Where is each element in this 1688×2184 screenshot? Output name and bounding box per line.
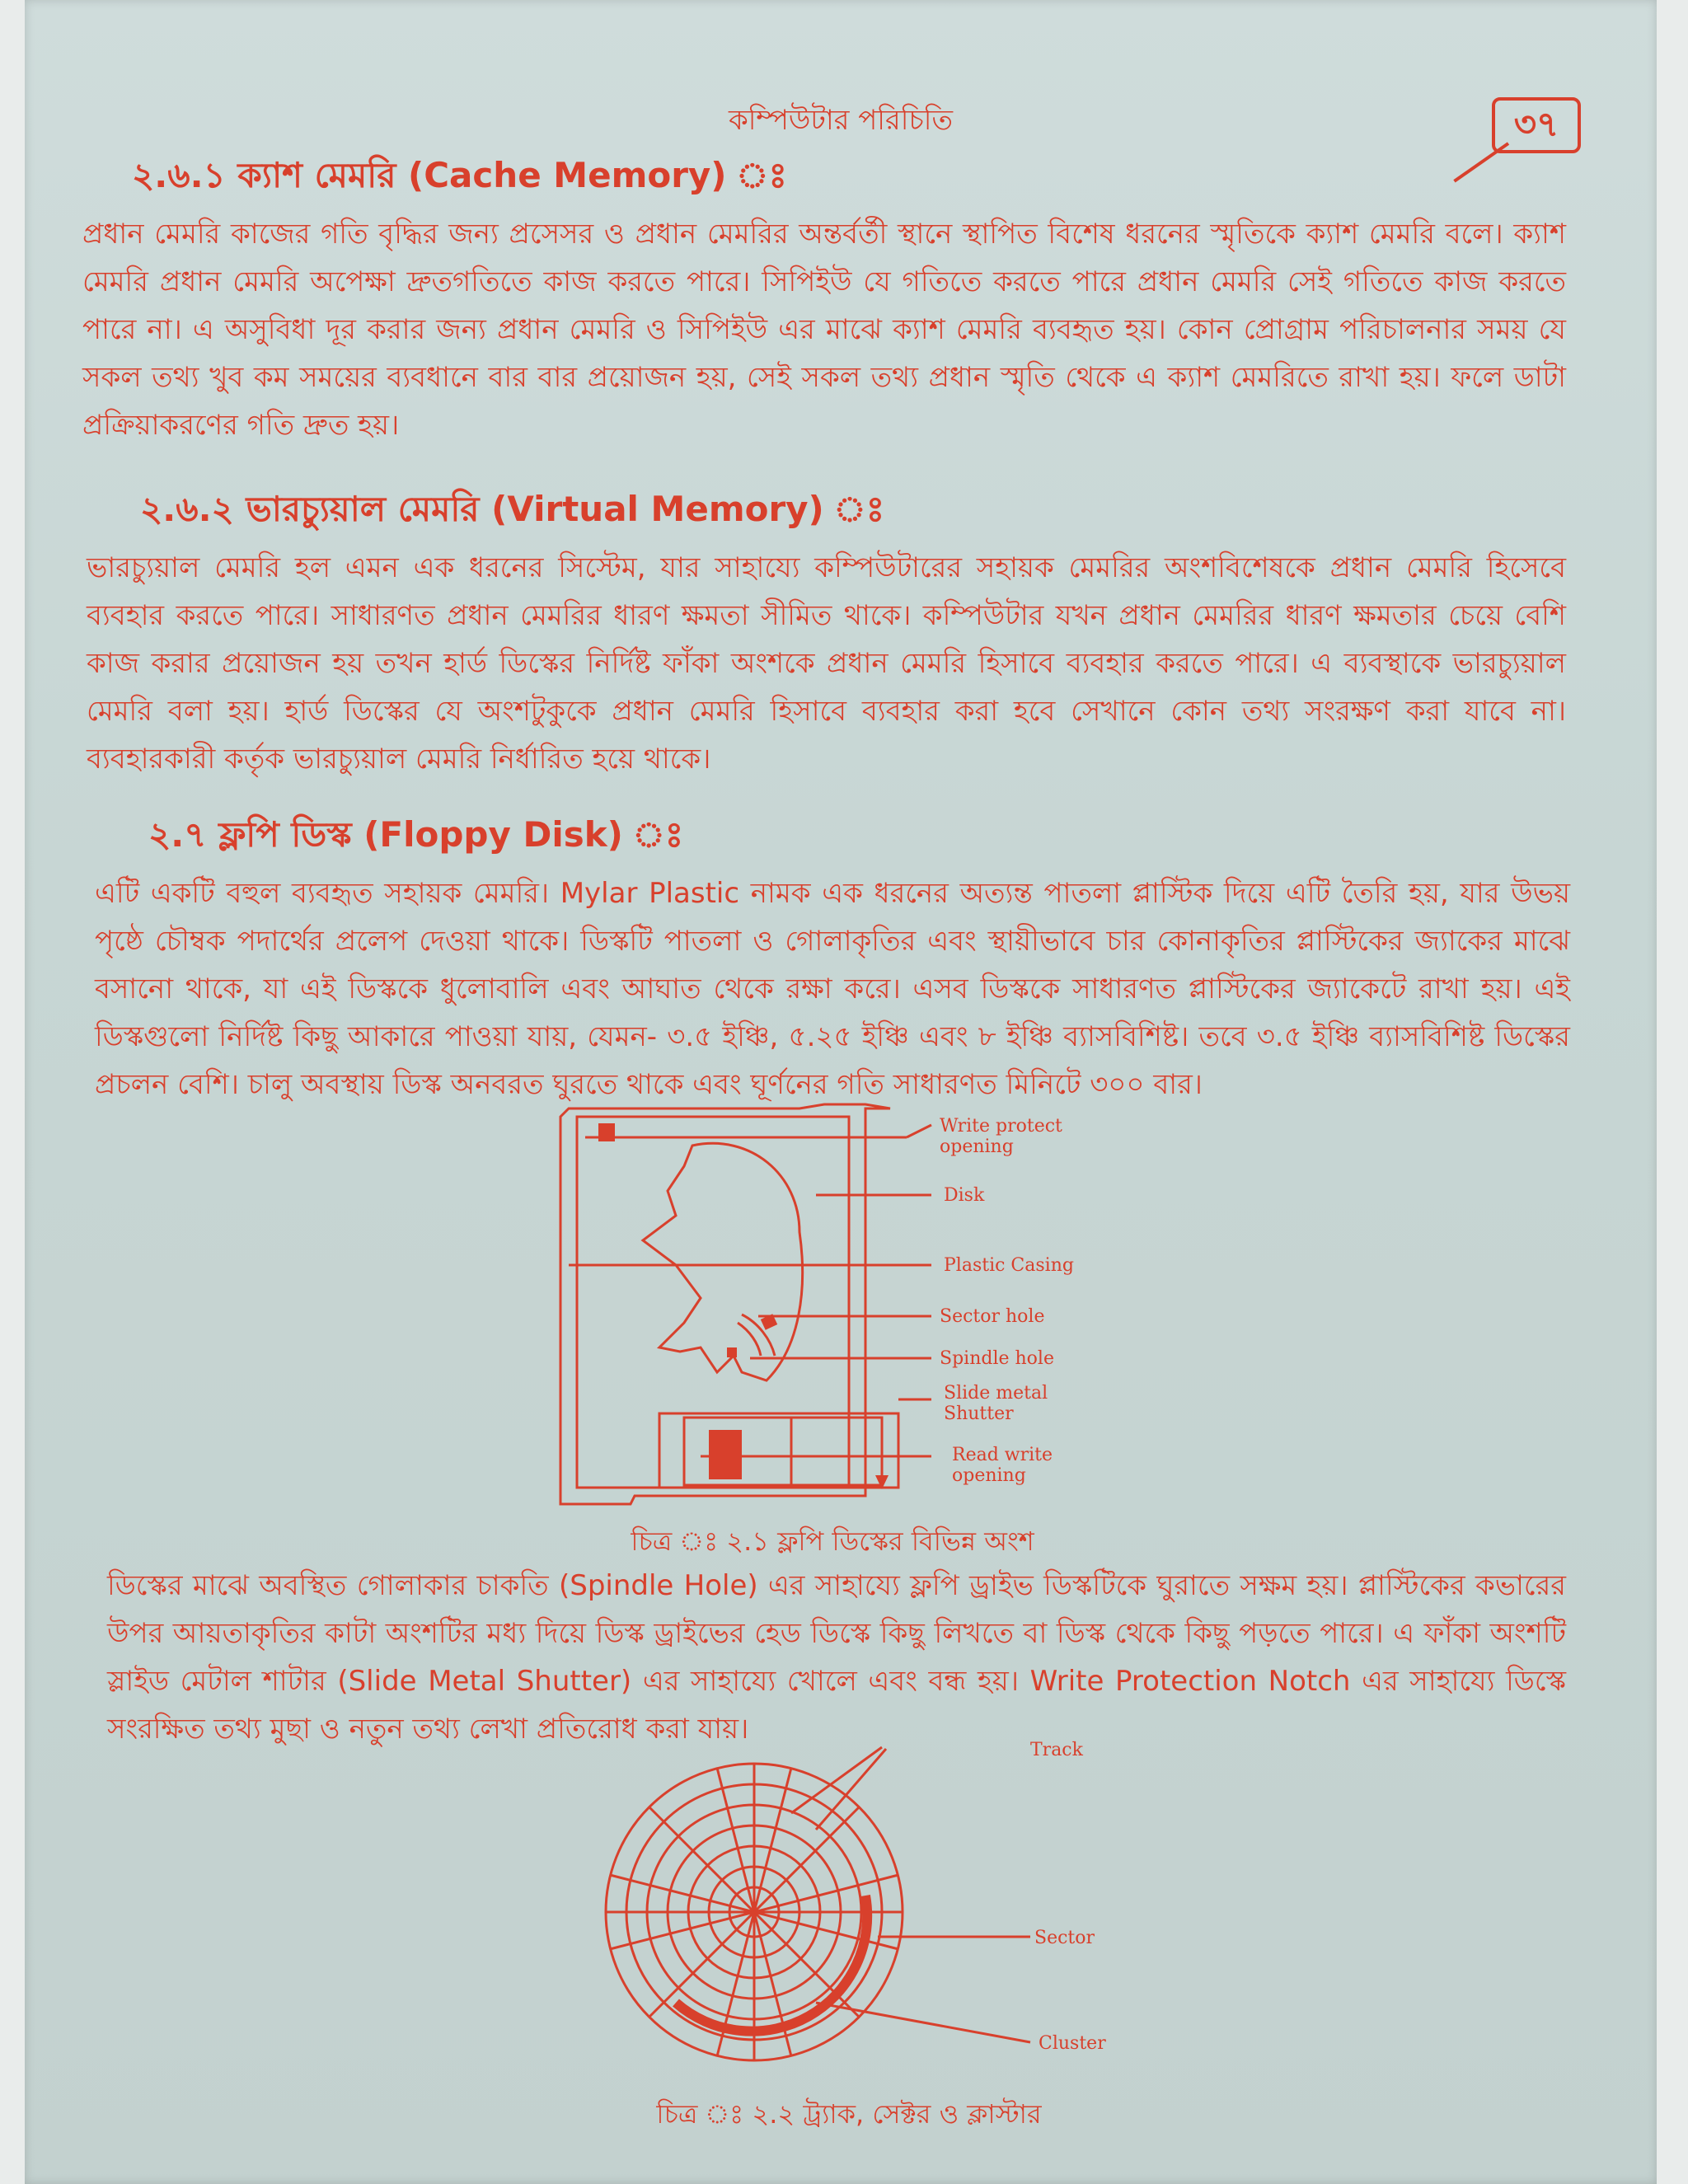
leader-track-1 xyxy=(791,1747,882,1813)
figure2-caption: চিত্র ঃ ২.২ ট্র্যাক, সেক্টর ও ক্লাস্টার xyxy=(656,2098,1042,2130)
heading-floppy-disk: ২.৭ ফ্লপি ডিস্ক (Floppy Disk) ঃ xyxy=(148,814,684,855)
leader-track-2 xyxy=(816,1749,886,1830)
label-track: Track xyxy=(1030,1740,1083,1760)
label-spindle-hole: Spindle hole xyxy=(940,1348,1054,1369)
paragraph-cache-memory: প্রধান মেমরি কাজের গতি বৃদ্ধির জন্য প্রসেসর ও প্রধান মেমরির অন্তর্বর্তী স্থানে স্থাপিত বিশেষ ধরনের স্মৃতিকে ক্যাশ মেমরি বলে। ক্যাশ মেমরি প্রধান মেমরি অপেক্ষা দ্রুতগতিতে কাজ করতে পারে। সিপিইউ যে গতিতে করতে পারে প্রধান মেমরি সেই গতিতে কাজ করতে পারে না। এ অসুবিধা দূর করার জন্য প্রধান মেমরি ও সিপিইউ এর মাঝে ক্যাশ মেমরি ব্যবহৃত হয়। কোন প্রোগ্রাম পরিচালনার সময় যে সকল তথ্য খুব কম সময়ের ব্যবধানে বার বার প্রয়োজন হয়, সেই সকল তথ্য প্রধান স্মৃতি থেকে এ ক্যাশ মেমরিতে রাখা হয়। ফলে ডাটা প্রক্রিয়াকরণের গতি দ্রুত হয়। xyxy=(82,218,1566,442)
leader-cluster xyxy=(816,2003,1030,2042)
label-write-protect-2: opening xyxy=(940,1137,1014,1157)
write-protect-notch xyxy=(598,1123,615,1141)
label-write-protect-1: Write protect xyxy=(940,1116,1062,1137)
label-shutter-2: Shutter xyxy=(944,1404,1014,1424)
spindle-hole xyxy=(727,1347,737,1357)
paragraph-virtual-memory: ভারচ্যুয়াল মেমরি হল এমন এক ধরনের সিস্টেম, যার সাহায্যে কম্পিউটারের সহায়ক মেমরির অংশবিশেষকে প্রধান মেমরি হিসেবে ব্যবহার করতে পারে। সাধারণত প্রধান মেমরির ধারণ ক্ষমতা সীমিত থাকে। কম্পিউটার যখন প্রধান মেমরির ধারণ ক্ষমতার চেয়ে বেশি কাজ করার প্রয়োজন হয় তখন হার্ড ডিস্কের নির্দিষ্ট ফাঁকা অংশকে প্রধান মেমরি হিসাবে ব্যবহার করতে পারে। এ ব্যবস্থাকে ভারচ্যুয়াল মেমরি বলা হয়। হার্ড ডিস্কের যে অংশটুকুকে প্রধান মেমরি হিসাবে ব্যবহার করা হবে সেখানে কোন তথ্য সংরক্ষণ করা যাবে না। ব্যবহারকারী কর্তৃক ভারচ্যুয়াল মেমরি নির্ধারিত হয়ে থাকে। xyxy=(87,551,1566,776)
paragraph-floppy-disk: এটি একটি বহুল ব্যবহৃত সহায়ক মেমরি। Mylar Plastic নামক এক ধরনের অত্যন্ত পাতলা প্লাস্টিক দিয়ে এটি তৈরি হয়, যার উভয় পৃষ্ঠে চৌম্বক পদার্থের প্রলেপ দেওয়া থাকে। ডিস্কটি পাতলা ও গোলাকৃতির এবং স্থায়ীভাবে চার কোনাকৃতির প্লাস্টিকের জ্যাকের মাঝে বসানো থাকে, যা এই ডিস্ককে ধুলোবালি এবং আঘাত থেকে রক্ষা করে। এসব ডিস্ককে সাধারণত প্লাস্টিকের জ্যাকেটে রাখা হয়। এই ডিস্কগুলো নির্দিষ্ট কিছু আকারে পাওয়া যায়, যেমন- ৩.৫ ইঞ্চি, ৫.২৫ ইঞ্চি এবং ৮ ইঞ্চি ব্যাসবিশিষ্ট। তবে ৩.৫ ইঞ্চি ব্যাসবিশিষ্ট ডিস্কের প্রচলন বেশি। চালু অবস্থায় ডিস্ক অনবরত ঘুরতে থাকে এবং ঘূর্ণনের গতি সাধারণত মিনিটে ৩০০ বার। xyxy=(95,877,1570,1101)
label-sector-hole: Sector hole xyxy=(940,1306,1045,1327)
label-cluster: Cluster xyxy=(1039,2033,1106,2054)
page-number-pointer xyxy=(1453,142,1509,182)
label-read-write-1: Read write xyxy=(952,1445,1053,1465)
disk-outline xyxy=(643,1143,803,1380)
label-sector: Sector xyxy=(1034,1928,1095,1948)
paragraph-floppy-details: ডিস্কের মাঝে অবস্থিত গোলাকার চাকতি (Spindle Hole) এর সাহায্যে ফ্লপি ড্রাইভ ডিস্কটিকে ঘুরাতে সক্ষম হয়। প্লাস্টিকের কভারের উপর আয়তাকৃতির কাটা অংশটির মধ্য দিয়ে ডিস্ক ড্রাইভের হেড ডিস্কে কিছু লিখতে বা ডিস্ক থেকে কিছু পড়তে পারে। এ ফাঁকা অংশটি স্লাইড মেটাল শাটার (Slide Metal Shutter) এর সাহায্যে খোলে এবং বন্ধ হয়। Write Protection Notch এর সাহায্যে ডিস্কে সংরক্ষিত তথ্য মুছা ও নতুন তথ্য লেখা প্রতিরোধ করা যায়। xyxy=(107,1569,1566,1746)
book-page xyxy=(25,0,1657,2184)
figure1-caption: চিত্র ঃ ২.১ ফ্লপি ডিস্কের বিভিন্ন অংশ xyxy=(631,1526,1034,1557)
heading-virtual-memory: ২.৬.২ ভারচ্যুয়াল মেমরি (Virtual Memory) ঃ xyxy=(140,489,885,529)
page-number: ৩৭ xyxy=(1492,97,1581,153)
running-header: কম্পিউটার পরিচিতি xyxy=(728,104,954,137)
track-sector-diagram xyxy=(602,1739,1162,2069)
sector-arc-inner xyxy=(738,1323,761,1356)
label-disk: Disk xyxy=(944,1185,985,1206)
heading-cache-memory: ২.৬.১ ক্যাশ মেমরি (Cache Memory) ঃ xyxy=(132,155,787,195)
floppy-disk-diagram xyxy=(552,1100,1162,1529)
label-shutter-1: Slide metal xyxy=(944,1383,1048,1404)
label-read-write-2: opening xyxy=(952,1465,1026,1486)
shutter-outline xyxy=(659,1413,898,1488)
read-write-opening xyxy=(709,1430,742,1479)
leader-write-protect-tip xyxy=(907,1125,931,1137)
label-plastic-casing: Plastic Casing xyxy=(944,1255,1074,1276)
